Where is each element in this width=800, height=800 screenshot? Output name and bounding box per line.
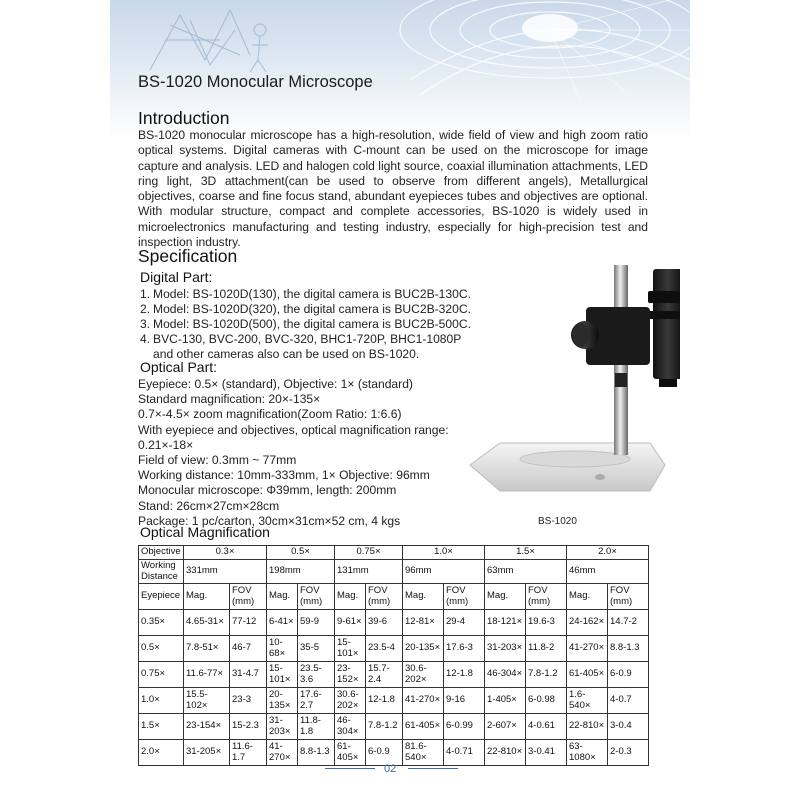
table-cell: 30.6-202× (403, 662, 444, 688)
table-cell: 6-0.99 (444, 714, 485, 740)
digital-part-list (140, 287, 471, 362)
table-cell: FOV (mm) (366, 584, 403, 610)
table-cell: 31-4.7 (230, 662, 267, 688)
table-cell: 31-205× (184, 740, 230, 766)
specification-heading: Specification (138, 246, 238, 266)
table-cell: 22-810× (485, 740, 526, 766)
table-cell: 4.65-31× (184, 610, 230, 636)
table-cell: 2.0× (139, 740, 184, 766)
introduction-heading: Introduction (138, 108, 230, 128)
table-cell: 12-1.8 (444, 662, 485, 688)
digital-part-heading: Digital Part: (140, 269, 213, 285)
optical-line: Eyepiece: 0.5× (standard), Objective: 1× (standard) (138, 377, 413, 391)
optical-line: 0.7×-4.5× zoom magnification(Zoom Ratio: 1:6.6) (138, 407, 402, 422)
table-cell: 11.8-1.8 (298, 714, 335, 740)
table-cell: 3-0.41 (526, 740, 567, 766)
optical-line: Field of view: 0.3mm ~ 77mm (138, 453, 297, 468)
footer-divider-left (325, 768, 375, 769)
table-cell: 1.0× (403, 546, 485, 560)
table-cell: 23-152× (335, 662, 366, 688)
table-cell: 20-135× (403, 636, 444, 662)
optical-line: With eyepiece and objectives, optical magnification range: (138, 422, 449, 437)
table-row (139, 740, 649, 766)
brochure-page (110, 0, 690, 800)
table-cell: 11.6-77× (184, 662, 230, 688)
table-cell: 23-3 (230, 688, 267, 714)
table-cell: 81.6-540× (403, 740, 444, 766)
table-cell: 9-61× (335, 610, 366, 636)
introduction-text: BS-1020 monocular microscope has a high-resolution, wide field of view and high zoom ratio optical systems. Digital cameras with C-mount can be used on the microscope for image capture and analysis. LED and halogen cold light source, coaxial illumination attachments, LED ring light, 3D attachment(can be used to observe from different angels), Metallurgical objectives, coarse and fine focus stand, abundant eyepieces tubes and objectives are optional. With modular structure, compact and complete accessories, BS-1020 is widely used in microelectronics manufacturing and testing industry, especially for high-precision test and inspection industry. (138, 128, 648, 250)
list-item: 3. Model: BS-1020D(500), the digital camera is BUC2B-500C. (140, 317, 471, 331)
optical-magnification-heading: Optical Magnification (140, 524, 270, 540)
table-cell: 15-101× (267, 662, 298, 688)
table-cell: 41-270× (267, 740, 298, 766)
table-cell: 2.0× (567, 546, 649, 560)
table-cell: Mag. (567, 584, 608, 610)
table-cell: 1.6-540× (567, 688, 608, 714)
table-cell: Mag. (485, 584, 526, 610)
table-cell: Mag. (184, 584, 230, 610)
table-cell: 131mm (335, 560, 403, 584)
table-cell: 7.8-1.2 (526, 662, 567, 688)
table-cell: 46-7 (230, 636, 267, 662)
table-cell: 2-0.3 (608, 740, 649, 766)
table-cell: 4-0.71 (444, 740, 485, 766)
table-cell: 39-6 (366, 610, 403, 636)
table-cell: 3-0.4 (608, 714, 649, 740)
table-cell: 8.8-1.3 (608, 636, 649, 662)
table-cell: 1.5× (139, 714, 184, 740)
table-cell: 7.8-1.2 (366, 714, 403, 740)
table-cell: 14.7-2 (608, 610, 649, 636)
table-cell: 19.6-3 (526, 610, 567, 636)
table-cell: 63mm (485, 560, 567, 584)
table-cell: 1-405× (485, 688, 526, 714)
list-item: 1. Model: BS-1020D(130), the digital camera is BUC2B-130C. (140, 287, 471, 301)
table-cell: 22-810× (567, 714, 608, 740)
table-row (139, 688, 649, 714)
table-cell: 10-68× (267, 636, 298, 662)
table-cell: 77-12 (230, 610, 267, 636)
optical-line: 0.21×-18× (138, 437, 194, 452)
table-cell: 1.0× (139, 688, 184, 714)
table-cell: Mag. (403, 584, 444, 610)
table-cell: 6-0.9 (608, 662, 649, 688)
table-cell: 18-121× (485, 610, 526, 636)
table-cell: 41-270× (403, 688, 444, 714)
table-cell: Working Distance (139, 560, 184, 584)
magnification-table (138, 545, 649, 766)
table-cell: 198mm (267, 560, 335, 584)
table-cell: 15.7-2.4 (366, 662, 403, 688)
table-cell: FOV (mm) (298, 584, 335, 610)
table-cell: 23-154× (184, 714, 230, 740)
table-cell: 61-405× (567, 662, 608, 688)
optical-line: Standard magnification: 20×-135× (138, 392, 321, 407)
table-cell: 63-1080× (567, 740, 608, 766)
table-cell: 0.3× (184, 546, 267, 560)
table-cell: Objective (139, 546, 184, 560)
table-cell: 59-9 (298, 610, 335, 636)
table-cell: 331mm (184, 560, 267, 584)
table-row (139, 610, 649, 636)
page-number: 02 (384, 763, 397, 775)
table-cell: 96mm (403, 560, 485, 584)
optical-part-lines (138, 377, 449, 529)
table-cell: 11.8-2 (526, 636, 567, 662)
table-cell: 15.5-102× (184, 688, 230, 714)
optical-part-heading: Optical Part: (140, 359, 218, 375)
table-cell: 15-2.3 (230, 714, 267, 740)
table-cell: 4-0.61 (526, 714, 567, 740)
page-title: BS-1020 Monocular Microscope (138, 73, 373, 91)
list-item: 2. Model: BS-1020D(320), the digital camera is BUC2B-320C. (140, 302, 471, 316)
footer-divider-right (408, 768, 458, 769)
table-row (139, 546, 649, 560)
table-cell: 15-101× (335, 636, 366, 662)
table-cell: 35-5 (298, 636, 335, 662)
table-cell: FOV (mm) (608, 584, 649, 610)
microscope-image (460, 255, 680, 505)
table-cell: 12-81× (403, 610, 444, 636)
table-cell: 8.8-1.3 (298, 740, 335, 766)
table-cell: 23.5-3.6 (298, 662, 335, 688)
table-cell: 2-607× (485, 714, 526, 740)
list-item: 4. BVC-130, BVC-200, BVC-320, BHC1-720P, BHC1-1080P (140, 332, 462, 346)
table-cell: 46mm (567, 560, 649, 584)
table-cell: 23.5-4 (366, 636, 403, 662)
table-cell: 17.6-2.7 (298, 688, 335, 714)
table-cell: 9-16 (444, 688, 485, 714)
table-cell: FOV (mm) (444, 584, 485, 610)
table-cell: 46-304× (335, 714, 366, 740)
table-cell: FOV (mm) (526, 584, 567, 610)
table-cell: 29-4 (444, 610, 485, 636)
table-cell: 1.5× (485, 546, 567, 560)
table-cell: 61-405× (335, 740, 366, 766)
table-cell: 17.6-3 (444, 636, 485, 662)
optical-line: Working distance: 10mm-333mm, 1× Objective: 96mm (138, 468, 430, 483)
table-cell: 11.6-1.7 (230, 740, 267, 766)
table-cell: 6-41× (267, 610, 298, 636)
table-cell: 6-0.9 (366, 740, 403, 766)
table-cell: 30.6-202× (335, 688, 366, 714)
table-cell: Eyepiece (139, 584, 184, 610)
table-cell: 0.5× (139, 636, 184, 662)
list-item-continuation: and other cameras also can be used on BS-1020. (153, 347, 420, 361)
table-cell: 12-1.8 (366, 688, 403, 714)
table-cell: 0.5× (267, 546, 335, 560)
table-cell: 24-162× (567, 610, 608, 636)
table-cell: 6-0.98 (526, 688, 567, 714)
table-cell: 0.35× (139, 610, 184, 636)
table-cell: Mag. (335, 584, 366, 610)
table-row (139, 662, 649, 688)
table-row (139, 584, 649, 610)
table-cell: 31-203× (485, 636, 526, 662)
table-cell: FOV (mm) (230, 584, 267, 610)
table-cell: 20-135× (267, 688, 298, 714)
table-cell: 41-270× (567, 636, 608, 662)
image-caption: BS-1020 (538, 516, 577, 527)
table-row (139, 714, 649, 740)
optical-line: Monocular microscope: Φ39mm, length: 200mm (138, 483, 397, 498)
table-row (139, 560, 649, 584)
optical-line: Stand: 26cm×27cm×28cm (138, 498, 280, 513)
table-cell: Mag. (267, 584, 298, 610)
optical-line: Package: 1 pc/carton, 30cm×31cm×52 cm, 4 kgs (138, 513, 401, 528)
table-cell: 61-405× (403, 714, 444, 740)
table-cell: 46-304× (485, 662, 526, 688)
table-cell: 0.75× (335, 546, 403, 560)
table-cell: 7.8-51× (184, 636, 230, 662)
table-cell: 4-0.7 (608, 688, 649, 714)
table-cell: 31-203× (267, 714, 298, 740)
table-cell: 0.75× (139, 662, 184, 688)
table-row (139, 636, 649, 662)
